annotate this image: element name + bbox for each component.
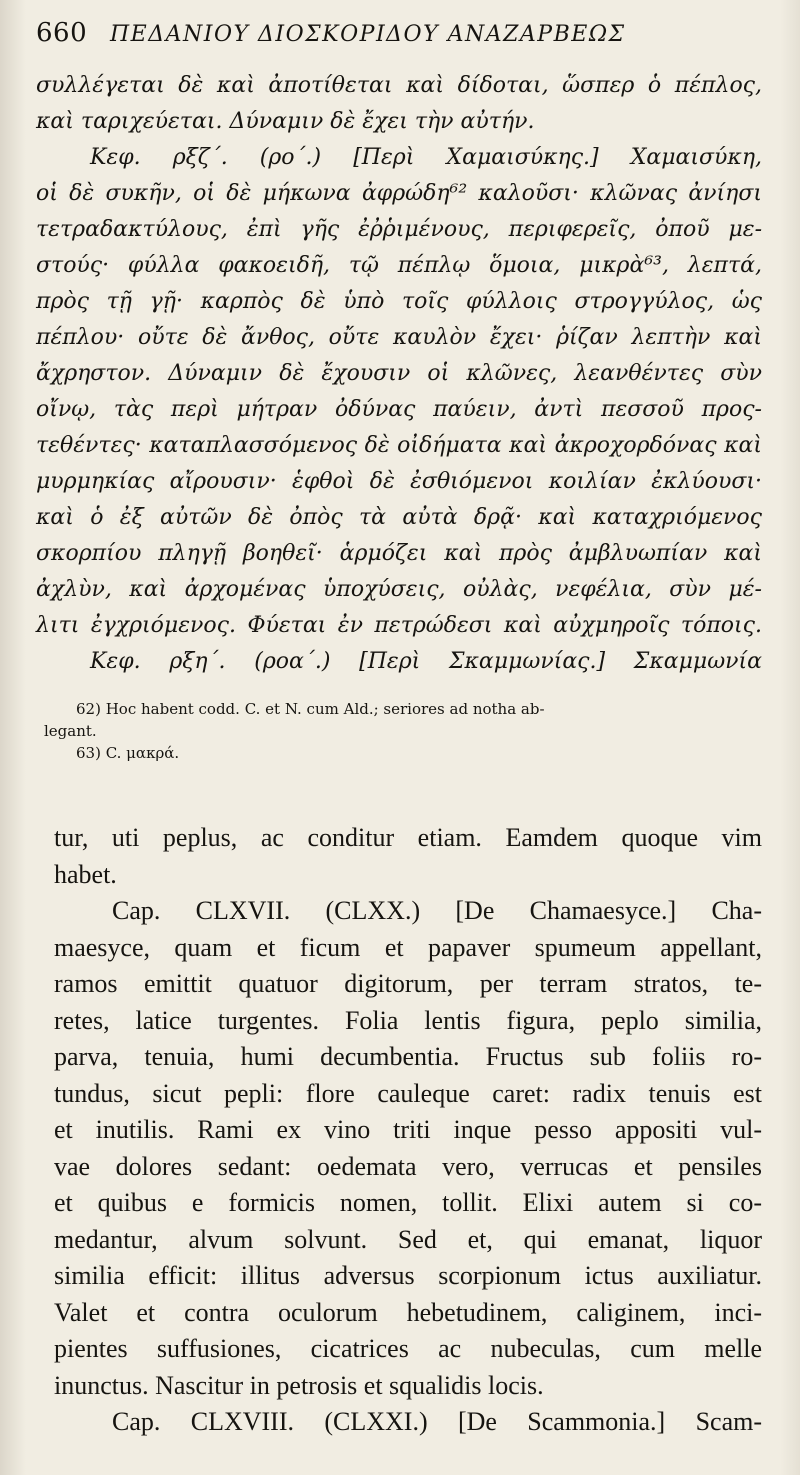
running-title: ΠΕΔΑΝΙΟΥ ΔΙΟΣΚΟΡΙΔΟΥ ΑΝΑΖΑΡΒΕΩΣ xyxy=(110,22,626,47)
greek-line: συλλέγεται δὲ καὶ ἀποτίθεται καὶ δίδοται, ὥσπερ ὁ πέπλος, xyxy=(36,73,762,98)
greek-line: στούς· φύλλα φακοειδῆ, τῷ πέπλῳ ὅμοια, μικρὰ⁶³, λεπτά, xyxy=(36,253,762,278)
latin-line: retes, latice turgentes. Folia lentis figura, peplo similia, xyxy=(54,1005,762,1035)
latin-line: parva, tenuia, humi decumbentia. Fructus sub foliis ro- xyxy=(54,1042,762,1071)
latin-line: et inutilis. Rami ex vino triti inque pesso appositi vul- xyxy=(54,1115,762,1144)
latin-line: et quibus e formicis nomen, tollit. Elixi autem si co- xyxy=(54,1188,762,1217)
greek-line: πρὸς τῇ γῇ· καρπὸς δὲ ὑπὸ τοῖς φύλλοις στρογγύλος, ὡς xyxy=(36,289,762,314)
footnote: 62) Hoc habent codd. C. et N. cum Ald.; seriores ad notha ab- xyxy=(76,700,545,718)
footnotes xyxy=(30,698,762,764)
footnote-continuation: legant. xyxy=(44,722,97,740)
chapter-heading-latin: Cap. CLXVII. (CLXX.) [De Chamaesyce.] Cha- xyxy=(112,896,762,925)
footnote: 63) C. μακρά. xyxy=(76,744,180,762)
greek-line: τετραδακτύλους, ἐπὶ γῆς ἐῤῥιμένους, περιφερεῖς, ὀποῦ με- xyxy=(36,217,762,242)
latin-line: medantur, alvum solvunt. Sed et, qui emanat, liquor xyxy=(54,1224,762,1254)
chapter-heading-greek: Κεφ. ρξη΄. (ροα΄.) [Περὶ Σκαμμωνίας.] Σκαμμωνία xyxy=(90,649,762,674)
greek-text xyxy=(30,68,762,680)
latin-line: tur, uti peplus, ac conditur etiam. Eamdem quoque vim xyxy=(54,823,762,852)
running-head xyxy=(36,18,762,58)
greek-line: οἱ δὲ συκῆν, οἱ δὲ μήκωνα ἀφρώδη⁶² καλοῦσι· κλῶνας ἀνίησι xyxy=(36,181,762,206)
greek-line: μυρμηκίας αἴρουσιν· ἑφθοὶ δὲ ἐσθιόμενοι κοιλίαν ἐκλύουσι· xyxy=(36,469,762,494)
latin-line: vae dolores sedant: oedemata vero, verrucas et pensiles xyxy=(54,1151,762,1181)
latin-line: pientes suffusiones, cicatrices ac nubeculas, cum melle xyxy=(54,1334,762,1363)
latin-line: maesyce, quam et ficum et papaver spumeum appellant, xyxy=(54,932,762,962)
latin-line: habet. xyxy=(54,859,117,889)
latin-line: similia efficit: illitus adversus scorpionum ictus auxiliatur. xyxy=(54,1261,762,1290)
latin-line: inunctus. Nascitur in petrosis et squalidis locis. xyxy=(54,1370,544,1400)
greek-line: ἀχλὺν, καὶ ἀρχομένας ὑποχύσεις, οὐλὰς, νεφέλια, σὺν μέ- xyxy=(36,577,762,602)
latin-text xyxy=(30,820,762,1441)
greek-line: ἄχρηστον. Δύναμιν δὲ ἔχουσιν οἱ κλῶνες, λεανθέντες σὺν xyxy=(36,361,762,386)
greek-line: πέπλου· οὔτε δὲ ἄνθος, οὔτε καυλὸν ἔχει· ῥίζαν λεπτὴν καὶ xyxy=(36,325,762,350)
latin-line: Valet et contra oculorum hebetudinem, caliginem, inci- xyxy=(54,1297,762,1327)
chapter-heading-greek: Κεφ. ρξζ΄. (ρο΄.) [Περὶ Χαμαισύκης.] Χαμαισύκη, xyxy=(90,145,762,170)
chapter-heading-latin: Cap. CLXVIII. (CLXXI.) [De Scammonia.] Scam- xyxy=(112,1407,762,1436)
greek-line: καὶ ὁ ἐξ αὐτῶν δὲ ὀπὸς τὰ αὐτὰ δρᾷ· καὶ καταχριόμενος xyxy=(36,505,762,530)
greek-line: οἴνῳ, τὰς περὶ μήτραν ὀδύνας παύειν, ἀντὶ πεσσοῦ προς- xyxy=(36,397,762,422)
page-number: 660 xyxy=(36,18,88,48)
greek-line: καὶ ταριχεύεται. Δύναμιν δὲ ἔχει τὴν αὐτήν. xyxy=(36,109,535,134)
greek-line: τεθέντες· καταπλασσόμενος δὲ οἰδήματα καὶ ἀκροχορδόνας καὶ xyxy=(36,433,762,458)
latin-line: ramos emittit quatuor digitorum, per terram stratos, te- xyxy=(54,969,762,998)
greek-line: σκορπίου πληγῇ βοηθεῖ· ἁρμόζει καὶ πρὸς ἀμβλυωπίαν καὶ xyxy=(36,541,762,566)
greek-line: λιτι ἐγχριόμενος. Φύεται ἐν πετρώδεσι καὶ αὐχμηροῖς τόποις. xyxy=(36,613,762,638)
latin-line: tundus, sicut pepli: flore cauleque caret: radix tenuis est xyxy=(54,1078,762,1108)
